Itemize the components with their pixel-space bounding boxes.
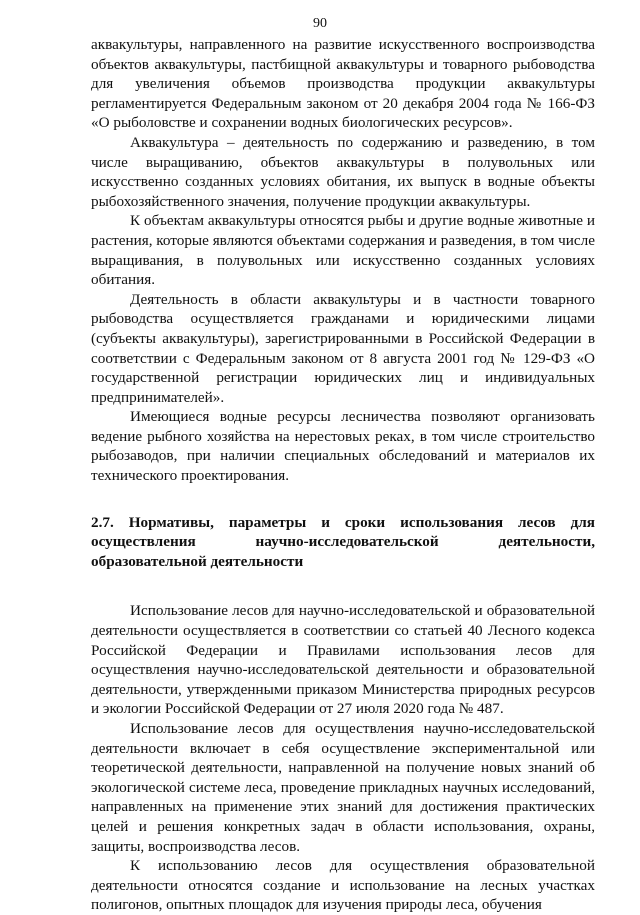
page-number: 90 [313, 16, 327, 31]
section-heading [91, 513, 595, 572]
paragraph-5: Имеющиеся водные ресурсы лесничества позволяют организовать ведение рыбного хозяйства на нерестовых реках, в том числе строительство рыбозаводов, при наличии специальных обследований и материалов их технического проектирования. [91, 408, 595, 485]
paragraph-8: К использованию лесов для осуществления образовательной деятельности относятся создание и использование на лесных участках полигонов, опытных площадок для изучения природы леса, обучения [91, 857, 595, 914]
paragraph-4: Деятельность в области аквакультуры и в частности товарного рыбоводства осуществляется гражданами и юридическими лицами (субъекты аквакультуры), зарегистрированными в Российской Федерации в соответствии с Федеральным законом от 8 августа 2001 год № 129-ФЗ «О государственной регистрации юридических лиц и индивидуальных предпринимателей». [91, 290, 595, 406]
paragraph-7: Использование лесов для осуществления научно-исследовательской деятельности включает в себя осуществление экспериментальной или теоретической деятельности, направленной на получение новых знаний об экологической системе леса, проведение прикладных научных исследований, направленных на применение этих знаний для достижения практических целей и решения конкретных задач в области использования, охраны, защиты, воспроизводства лесов. [91, 720, 595, 855]
paragraph-2: Аквакультура – деятельность по содержанию и разведению, в том числе выращиванию, объектов аквакультуры в полувольных или искусственно созданных условиях обитания, их выпуск в водные объекты рыбохозяйственного значения, получение продукции аквакультуры. [91, 133, 595, 210]
page-content [91, 35, 595, 915]
spacer [91, 571, 595, 601]
paragraph-1: аквакультуры, направленного на развитие искусственного воспроизводства объектов аквакультуры, пастбищной аквакультуры и товарного рыбоводства для увеличения объемов производства продукции аквакультуры регламентируется Федеральным законом от 20 декабря 2004 года № 166-ФЗ «О рыболовстве и сохранении водных биологических ресурсов». [91, 36, 595, 132]
paragraph-3: К объектам аквакультуры относятся рыбы и другие водные животные и растения, которые являются объектами содержания и разведения, в том числе выращивания, в полувольных или искусственно созданных условиях обитания. [91, 212, 595, 289]
section-number: 2.7. [91, 513, 114, 531]
section-title: Нормативы, параметры и сроки использования лесов для осуществления научно-исследовательской деятельности, образовательной деятельности [91, 513, 595, 570]
paragraph-6: Использование лесов для научно-исследовательской и образовательной деятельности осуществляется в соответствии со статьей 40 Лесного кодекса Российской Федерации и Правилами использования лесов для осуществления научно-исследовательской деятельности и образовательной деятельности, утвержденными приказом Министерства природных ресурсов и экологии Российской Федерации от 27 июля 2020 года № 487. [91, 602, 595, 718]
